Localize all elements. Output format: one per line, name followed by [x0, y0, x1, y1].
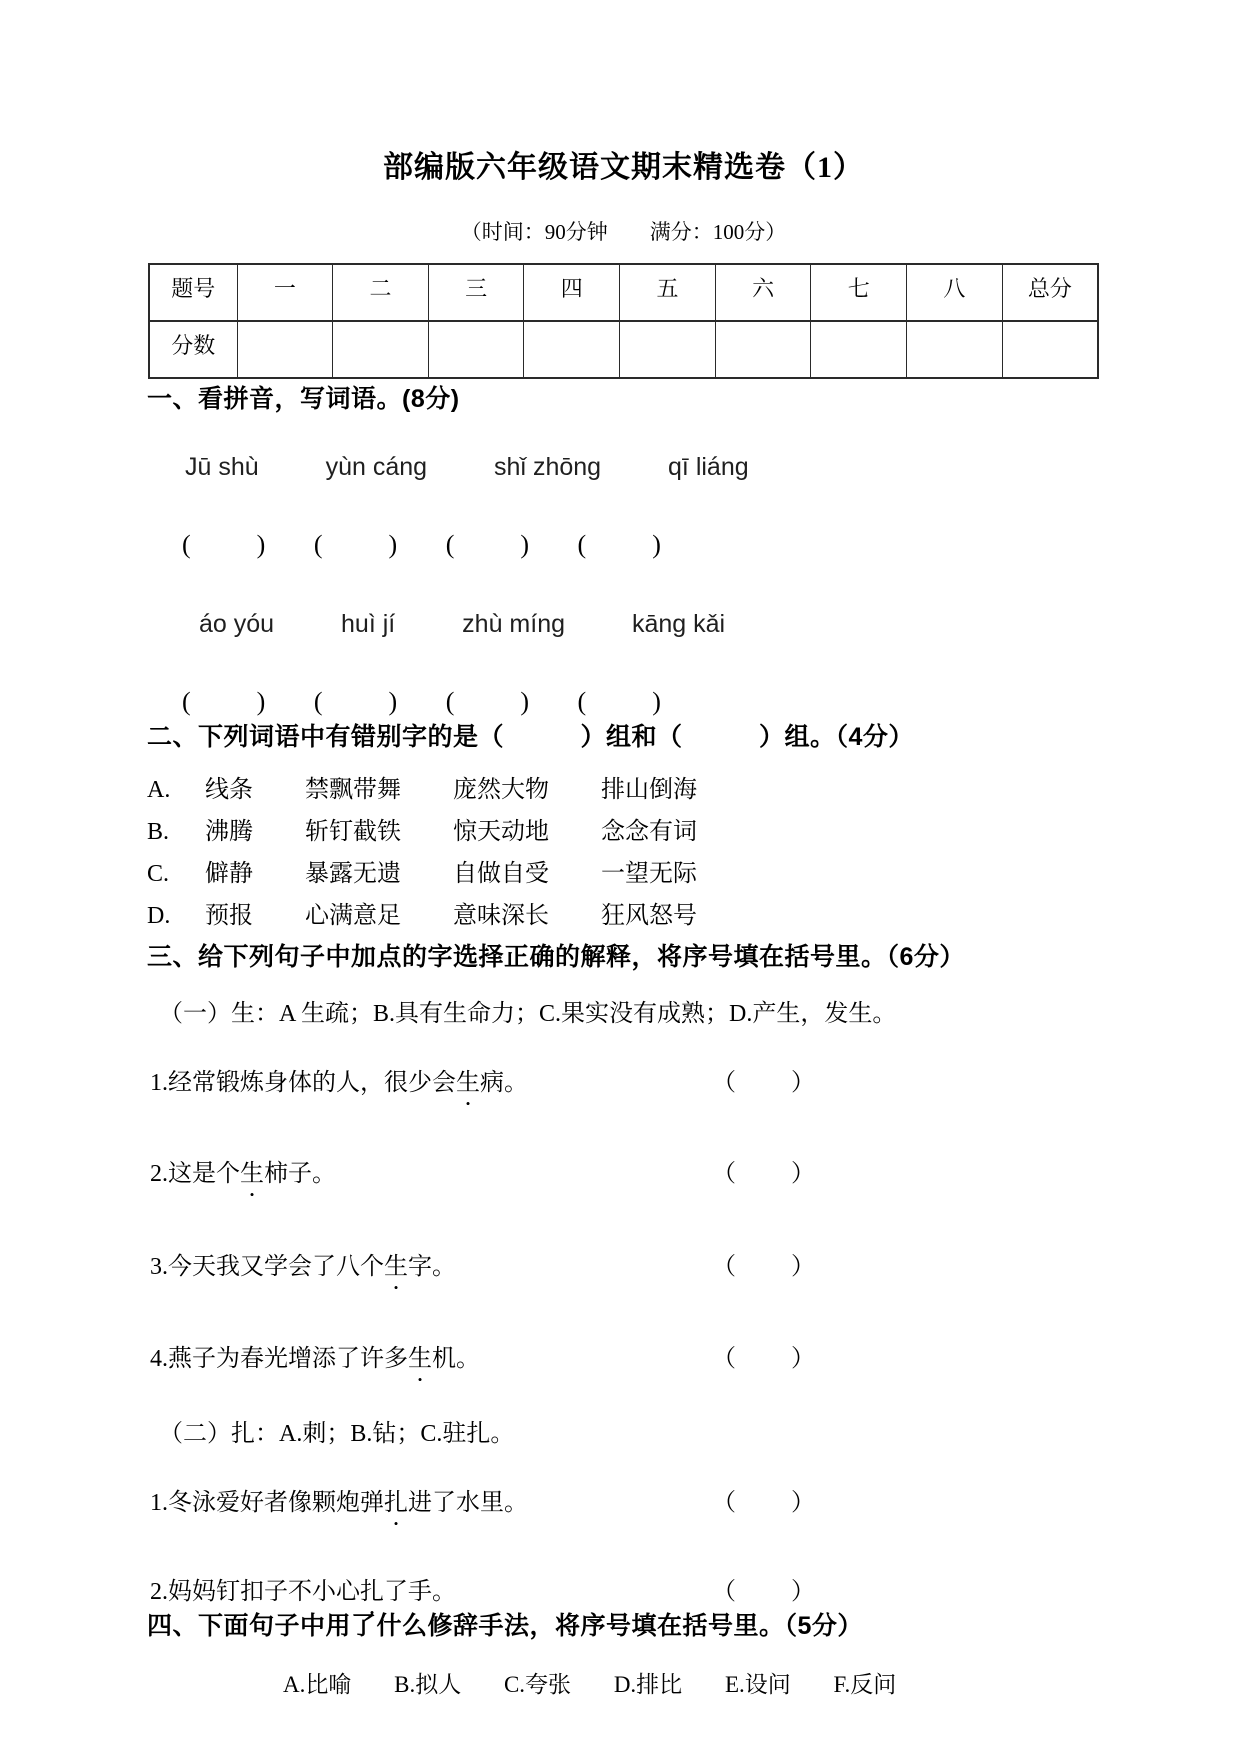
pinyin-row-2 — [147, 610, 1100, 639]
answer-blank — [446, 687, 529, 717]
dotted-char: 扎 — [384, 1490, 408, 1516]
section-one — [147, 379, 1100, 717]
option-label: D. — [147, 903, 171, 929]
answer-blank — [712, 1153, 815, 1188]
question-sentence — [147, 1482, 1100, 1517]
open-paren: ( — [182, 687, 191, 716]
word-group-A — [147, 769, 1100, 811]
answer-blank-row-1 — [147, 530, 1100, 560]
word: 自做自受 — [453, 861, 549, 887]
open-paren: （ — [712, 1070, 736, 1096]
word: 禁飘带舞 — [305, 777, 401, 803]
sentence-text: 3.今天我又学会了八个 — [150, 1254, 384, 1280]
score-table-score-row — [149, 321, 1098, 378]
word: 庞然大物 — [453, 777, 549, 803]
option-label: C. — [147, 861, 170, 887]
score-table-question-row — [149, 264, 1098, 321]
dotted-char: 生 — [408, 1346, 432, 1372]
answer-blank — [446, 530, 529, 560]
pinyin-word: shǐ zhōng — [494, 453, 602, 481]
answer-blank — [712, 1571, 815, 1606]
word-group-options — [147, 769, 1100, 937]
section-two-heading: 二、下列词语中有错别字的是（ ）组和（ ）组。（4分） — [147, 723, 914, 751]
open-paren: （ — [712, 1254, 736, 1280]
open-paren: ( — [182, 530, 191, 559]
score-table-col-6: 六 — [715, 264, 811, 321]
sentence-text: 字。 — [408, 1254, 456, 1280]
word: 心满意足 — [305, 903, 401, 929]
close-paren: ) — [520, 530, 530, 559]
question-sentence — [147, 1246, 1100, 1281]
open-paren: ( — [577, 687, 587, 716]
close-paren: ） — [791, 1490, 815, 1516]
close-paren: ） — [791, 1579, 815, 1605]
option-label: B. — [147, 819, 170, 845]
close-paren: ） — [791, 1161, 815, 1187]
close-paren: ) — [520, 687, 530, 716]
open-paren: （ — [712, 1346, 736, 1372]
word: 僻静 — [205, 861, 253, 887]
word: 斩钉截铁 — [305, 819, 401, 845]
score-cell-blank — [333, 321, 429, 378]
score-table-col-8: 八 — [907, 264, 1003, 321]
close-paren: ) — [652, 530, 661, 559]
score-cell-blank — [1002, 321, 1098, 378]
open-paren: ( — [445, 530, 455, 559]
rhetoric-option: C.夸张 — [503, 1672, 572, 1697]
word-group-C — [147, 853, 1100, 895]
score-cell-blank — [715, 321, 811, 378]
word: 意味深长 — [453, 903, 549, 929]
score-cell-blank — [428, 321, 524, 378]
close-paren: ） — [791, 1346, 815, 1372]
pinyin-word: huì jí — [341, 610, 396, 638]
definition-intro-2: （二）扎：A.刺；B.钻；C.驻扎。 — [159, 1421, 515, 1447]
definition-intro-1: （一）生：A 生疏；B.具有生命力；C.果实没有成熟；D.产生，发生。 — [159, 1001, 897, 1027]
rhetoric-option: F.反问 — [833, 1672, 897, 1697]
score-table-col-5: 五 — [620, 264, 716, 321]
score-table-col-total: 总分 — [1002, 264, 1098, 321]
word: 念念有词 — [601, 819, 697, 845]
open-paren: ( — [313, 687, 323, 716]
close-paren: ） — [791, 1070, 815, 1096]
score-table-col-4: 四 — [524, 264, 620, 321]
open-paren: （ — [712, 1490, 736, 1516]
pinyin-word: kāng kǎi — [631, 610, 726, 638]
section-four — [147, 1606, 1100, 1699]
exam-meta: （时间：90分钟 满分：100分） — [460, 220, 787, 244]
open-paren: ( — [577, 530, 587, 559]
sentence-text: 机。 — [432, 1346, 480, 1372]
rhetoric-option-list — [147, 1666, 1100, 1699]
rhetoric-option: B.拟人 — [394, 1672, 462, 1697]
answer-blank — [712, 1338, 815, 1373]
answer-blank — [712, 1246, 815, 1281]
close-paren: ) — [256, 687, 266, 716]
word-group-B — [147, 811, 1100, 853]
question-sentence — [147, 1338, 1100, 1373]
sentence-text: 柿子。 — [264, 1161, 336, 1187]
pinyin-word: Jū shù — [185, 453, 259, 481]
sentence-text: 4.燕子为春光增添了许多 — [150, 1346, 408, 1372]
section-three — [147, 937, 1100, 1606]
sentence-text: 2.这是个 — [150, 1161, 240, 1187]
sentence-text: 病。 — [480, 1070, 528, 1096]
dotted-char: 生 — [384, 1254, 408, 1280]
answer-blank — [314, 530, 397, 560]
score-table-col-1: 一 — [237, 264, 333, 321]
score-cell-blank — [811, 321, 907, 378]
score-cell-blank — [237, 321, 333, 378]
close-paren: ） — [791, 1254, 815, 1280]
score-table — [148, 263, 1099, 379]
open-paren: ( — [445, 687, 455, 716]
score-table-corner-cell: 题号 — [149, 264, 237, 321]
rhetoric-option: D.排比 — [613, 1672, 683, 1697]
dotted-char: 扎 — [360, 1579, 384, 1605]
word: 预报 — [205, 903, 253, 929]
pinyin-word: zhù míng — [462, 610, 566, 638]
word: 一望无际 — [601, 861, 697, 887]
section-one-heading: 一、看拼音，写词语。(8分) — [147, 385, 460, 413]
page-title: 部编版六年级语文期末精选卷（1） — [383, 151, 864, 184]
sentence-text: 了手。 — [384, 1579, 456, 1605]
score-cell-blank — [524, 321, 620, 378]
section-three-heading: 三、给下列句子中加点的字选择正确的解释，将序号填在括号里。（6分） — [147, 943, 965, 971]
question-sentence — [147, 1062, 1100, 1097]
answer-blank — [578, 687, 661, 717]
score-table-col-3: 三 — [428, 264, 524, 321]
sentence-text: 1.冬泳爱好者像颗炮弹 — [150, 1490, 384, 1516]
dotted-char: 生 — [240, 1161, 264, 1187]
score-cell-blank — [620, 321, 716, 378]
close-paren: ) — [388, 687, 398, 716]
pinyin-word: qī liáng — [668, 453, 749, 481]
close-paren: ) — [652, 687, 661, 716]
rhetoric-option: E.设问 — [724, 1672, 791, 1697]
word-group-D — [147, 895, 1100, 937]
open-paren: （ — [712, 1161, 736, 1187]
answer-blank — [182, 687, 265, 717]
pinyin-word: áo yóu — [199, 610, 275, 638]
question-sentence — [147, 1571, 1100, 1606]
score-row-label: 分数 — [149, 321, 237, 378]
section-two — [147, 717, 1100, 937]
answer-blank — [578, 530, 661, 560]
close-paren: ) — [256, 530, 266, 559]
section-four-heading: 四、下面句子中用了什么修辞手法，将序号填在括号里。（5分） — [147, 1612, 863, 1640]
word: 沸腾 — [205, 819, 253, 845]
sentence-text: 1.经常锻炼身体的人，很少会 — [150, 1070, 456, 1096]
answer-blank-row-2 — [147, 687, 1100, 717]
word: 暴露无遗 — [305, 861, 401, 887]
answer-blank — [712, 1482, 815, 1517]
word: 惊天动地 — [453, 819, 549, 845]
open-paren: ( — [313, 530, 323, 559]
rhetoric-option: A.比喻 — [283, 1672, 352, 1697]
answer-blank — [712, 1062, 815, 1097]
answer-blank — [182, 530, 265, 560]
word: 排山倒海 — [601, 777, 697, 803]
option-label: A. — [147, 777, 171, 803]
dotted-char: 生 — [456, 1070, 480, 1096]
score-table-col-2: 二 — [333, 264, 429, 321]
pinyin-row-1 — [147, 453, 1100, 482]
score-cell-blank — [907, 321, 1003, 378]
score-table-col-7: 七 — [811, 264, 907, 321]
close-paren: ) — [388, 530, 398, 559]
word: 狂风怒号 — [601, 903, 697, 929]
sentence-text: 2.妈妈钉扣子不小心 — [150, 1579, 360, 1605]
word: 线条 — [205, 777, 253, 803]
question-sentence — [147, 1153, 1100, 1188]
sentence-text: 进了水里。 — [408, 1490, 528, 1516]
open-paren: （ — [712, 1579, 736, 1605]
pinyin-word: yùn cáng — [325, 453, 428, 481]
answer-blank — [314, 687, 397, 717]
